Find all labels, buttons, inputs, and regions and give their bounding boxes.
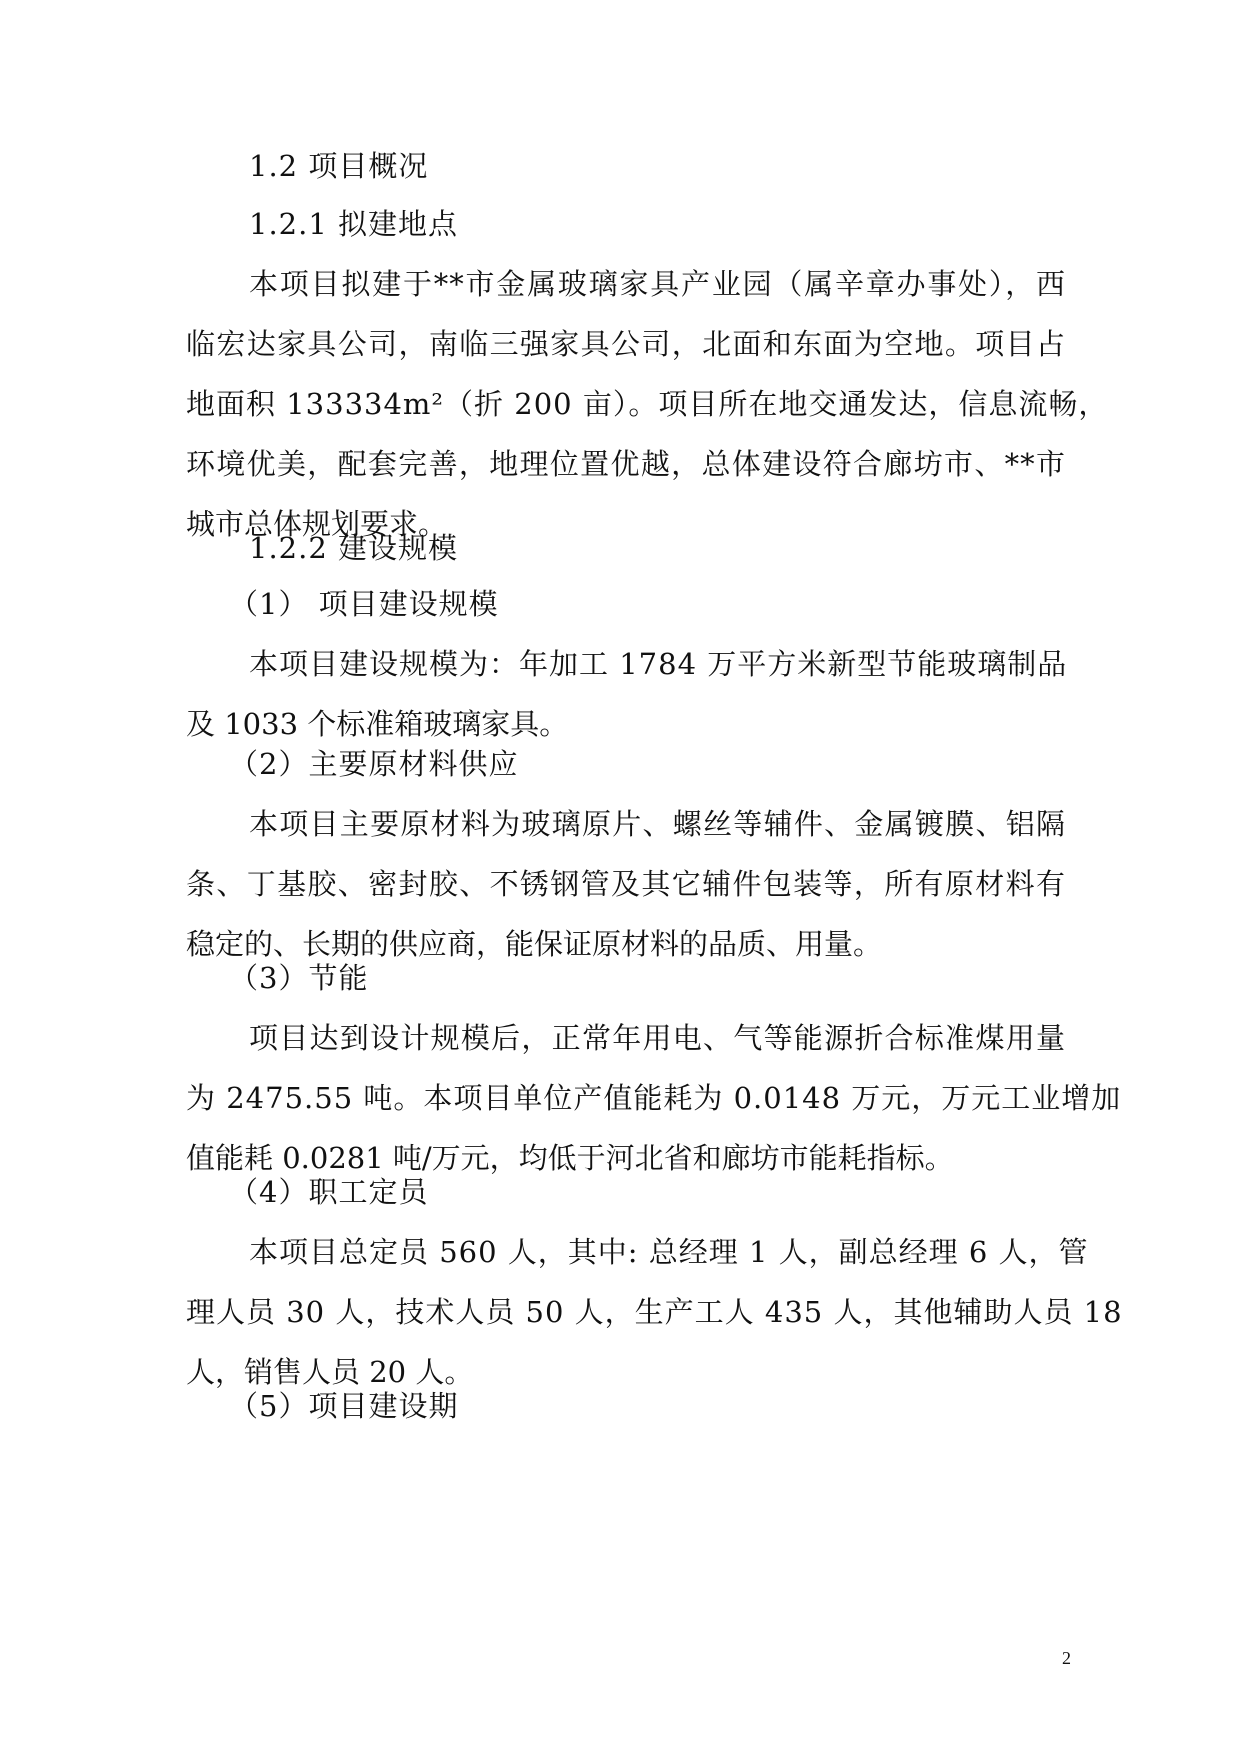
paragraph-line: 为 2475.55 吨。本项目单位产值能耗为 0.0148 万元，万元工业增加 (186, 1081, 1122, 1115)
paragraph-line: 本项目建设规模为：年加工 1784 万平方米新型节能玻璃制品 (249, 647, 1068, 681)
paragraph-line: 稳定的、长期的供应商，能保证原材料的品质、用量。 (186, 927, 883, 961)
paragraph-line: 地面积 133334m²（折 200 亩）。项目所在地交通发达，信息流畅， (186, 387, 1109, 421)
paragraph-line: 临宏达家具公司，南临三强家具公司，北面和东面为空地。项目占 (186, 327, 1066, 361)
item-heading: （4）职工定员 (229, 1175, 429, 1209)
item-1 (186, 574, 1066, 754)
section-1-2-1 (186, 194, 1109, 554)
item-5 (186, 1376, 1066, 1436)
section-heading: 1.2 项目概况 (249, 149, 429, 183)
item-heading: （1） 项目建设规模 (229, 587, 499, 621)
item-heading: （2）主要原材料供应 (229, 747, 519, 781)
section-1-2-2 (186, 518, 1066, 578)
subsection-heading: 1.2.2 建设规模 (249, 531, 459, 565)
paragraph-line: 值能耗 0.0281 吨/万元，均低于河北省和廊坊市能耗指标。 (186, 1141, 954, 1175)
paragraph-line: 条、丁基胶、密封胶、不锈钢管及其它辅件包装等，所有原材料有 (186, 867, 1066, 901)
item-heading: （5）项目建设期 (229, 1389, 459, 1423)
page-number: 2 (1062, 1648, 1071, 1668)
subsection-heading: 1.2.1 拟建地点 (249, 207, 459, 241)
paragraph-line: 理人员 30 人，技术人员 50 人，生产工人 435 人，其他辅助人员 18 (186, 1295, 1123, 1329)
paragraph-line: 人，销售人员 20 人。 (186, 1355, 474, 1389)
section-1-2 (186, 136, 1066, 196)
paragraph-line: 本项目拟建于**市金属玻璃家具产业园（属辛章办事处），西 (249, 267, 1066, 301)
paragraph-line: 环境优美，配套完善，地理位置优越，总体建设符合廊坊市、**市 (186, 447, 1066, 481)
paragraph-line: 及 1033 个标准箱玻璃家具。 (186, 707, 569, 741)
paragraph-line: 项目达到设计规模后，正常年用电、气等能源折合标准煤用量 (249, 1021, 1066, 1055)
paragraph-line: 城市总体规划要求。 (186, 507, 448, 541)
item-3 (186, 948, 1122, 1188)
item-4 (186, 1162, 1123, 1402)
item-2 (186, 734, 1066, 974)
paragraph-line: 本项目主要原材料为玻璃原片、螺丝等辅件、金属镀膜、铝隔 (249, 807, 1066, 841)
paragraph-line: 本项目总定员 560 人，其中: 总经理 1 人，副总经理 6 人，管 (249, 1235, 1089, 1269)
item-heading: （3）节能 (229, 961, 369, 995)
